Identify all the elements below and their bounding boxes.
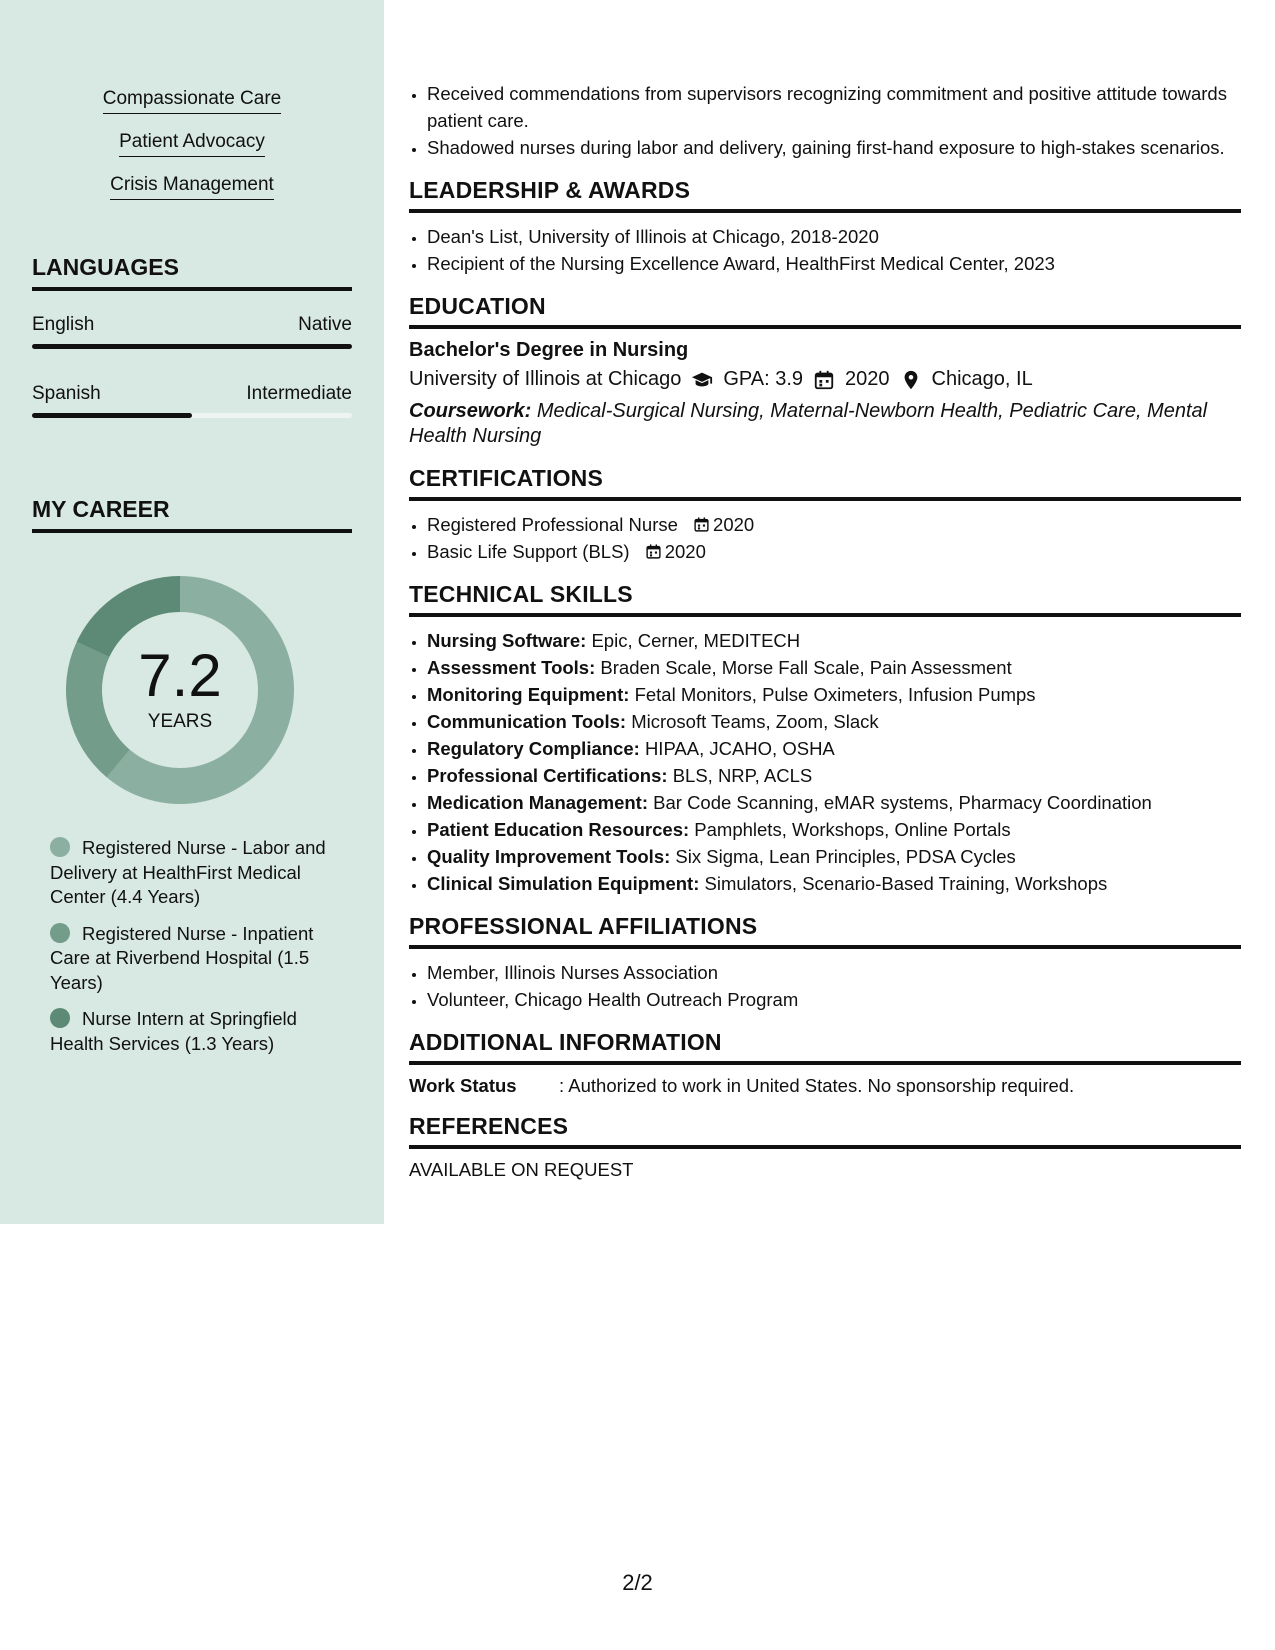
language-row <box>32 314 352 336</box>
leadership-list <box>409 223 1241 277</box>
location-pin-icon <box>900 369 922 391</box>
language-proficiency-bar <box>32 413 352 418</box>
certification-name: Registered Professional Nurse <box>427 514 678 535</box>
list-item: • Dean's List, University of Illinois at Chicago, 2018-2020 <box>427 223 1241 250</box>
list-item <box>427 843 1241 870</box>
language-proficiency-fill <box>32 344 352 349</box>
technical-skills-heading: TECHNICAL SKILLS <box>409 581 1241 617</box>
main-content <box>409 80 1241 1181</box>
certification-year: 2020 <box>664 541 706 562</box>
career-legend-text: Registered Nurse - Labor and Delivery at HealthFirst Medical Center (4.4 Years) <box>50 837 326 907</box>
certifications-list <box>409 511 1241 565</box>
career-legend-item <box>50 922 340 996</box>
skill-label: Clinical Simulation Equipment: <box>427 873 700 894</box>
language-name: English <box>32 314 95 335</box>
affiliations-heading: PROFESSIONAL AFFILIATIONS <box>409 913 1241 949</box>
skill-value: Epic, Cerner, MEDITECH <box>591 630 801 651</box>
graduation-cap-icon <box>691 369 713 391</box>
skill-label: Nursing Software: <box>427 630 587 651</box>
technical-skills-list <box>409 627 1241 897</box>
skill-value: Simulators, Scenario-Based Training, Workshops <box>704 873 1108 894</box>
list-item <box>427 538 1241 565</box>
references-heading: REFERENCES <box>409 1113 1241 1149</box>
career-legend-item <box>50 836 340 910</box>
language-name: Spanish <box>32 383 101 404</box>
education-school: University of Illinois at Chicago <box>409 368 682 390</box>
skill-tags <box>0 88 384 217</box>
list-item <box>427 681 1241 708</box>
language-proficiency-fill <box>32 413 192 418</box>
calendar-icon <box>693 516 710 533</box>
skill-value: Microsoft Teams, Zoom, Slack <box>631 711 879 732</box>
certification-name: Basic Life Support (BLS) <box>427 541 630 562</box>
experience-bullets <box>409 80 1241 161</box>
education-location: Chicago, IL <box>931 368 1033 390</box>
skill-tag: Crisis Management <box>110 174 274 200</box>
career-heading: MY CAREER <box>32 496 352 533</box>
education-gpa: GPA: 3.9 <box>723 368 804 390</box>
list-item <box>427 789 1241 816</box>
list-item: • Recipient of the Nursing Excellence Award, HealthFirst Medical Center, 2023 <box>427 250 1241 277</box>
list-item <box>427 735 1241 762</box>
list-item <box>427 816 1241 843</box>
skill-value: Fetal Monitors, Pulse Oximeters, Infusion Pumps <box>634 684 1036 705</box>
skill-value: Six Sigma, Lean Principles, PDSA Cycles <box>675 846 1016 867</box>
certification-year: 2020 <box>713 514 755 535</box>
language-proficiency-bar <box>32 344 352 349</box>
skill-label: Communication Tools: <box>427 711 627 732</box>
affiliations-list <box>409 959 1241 1013</box>
skill-label: Medication Management: <box>427 792 648 813</box>
education-details <box>409 368 1241 391</box>
skill-label: Regulatory Compliance: <box>427 738 640 759</box>
skill-tag: Compassionate Care <box>103 88 281 114</box>
language-row <box>32 383 352 405</box>
career-legend-item <box>50 1007 340 1056</box>
list-item <box>427 762 1241 789</box>
career-donut-chart <box>66 576 294 804</box>
work-status-row <box>409 1075 1241 1097</box>
career-legend <box>50 836 340 1068</box>
education-year: 2020 <box>845 368 890 390</box>
list-item <box>427 511 1241 538</box>
career-legend-text: Nurse Intern at Springfield Health Services (1.3 Years) <box>50 1008 297 1054</box>
list-item: • Shadowed nurses during labor and delivery, gaining first-hand exposure to high-stakes scenarios. <box>427 134 1241 161</box>
leadership-heading: LEADERSHIP & AWARDS <box>409 177 1241 213</box>
education-degree: Bachelor's Degree in Nursing <box>409 339 689 361</box>
skill-label: Assessment Tools: <box>427 657 596 678</box>
education-heading: EDUCATION <box>409 293 1241 329</box>
list-item: • Volunteer, Chicago Health Outreach Program <box>427 986 1241 1013</box>
list-item <box>427 708 1241 735</box>
additional-info-heading: ADDITIONAL INFORMATION <box>409 1029 1241 1065</box>
coursework-text: Medical-Surgical Nursing, Maternal-Newborn Health, Pediatric Care, Mental Health Nursing <box>409 400 1208 447</box>
skill-value: Pamphlets, Workshops, Online Portals <box>694 819 1011 840</box>
calendar-icon <box>645 543 662 560</box>
sidebar <box>0 0 384 1224</box>
skill-value: Braden Scale, Morse Fall Scale, Pain Assessment <box>600 657 1012 678</box>
legend-dot-icon <box>50 1008 70 1028</box>
skill-value: Bar Code Scanning, eMAR systems, Pharmacy Coordination <box>653 792 1152 813</box>
career-total-unit: YEARS <box>147 711 213 732</box>
career-total-years: 7.2 <box>138 642 222 709</box>
work-status-label: Work Status <box>409 1075 517 1096</box>
list-item <box>427 870 1241 897</box>
list-item: • Member, Illinois Nurses Association <box>427 959 1241 986</box>
legend-dot-icon <box>50 837 70 857</box>
list-item <box>427 654 1241 681</box>
list-item <box>427 627 1241 654</box>
language-level: Native <box>298 314 352 335</box>
language-level: Intermediate <box>246 383 352 404</box>
skill-label: Monitoring Equipment: <box>427 684 630 705</box>
skill-value: HIPAA, JCAHO, OSHA <box>644 738 835 759</box>
references-text: AVAILABLE ON REQUEST <box>409 1159 634 1180</box>
skill-label: Patient Education Resources: <box>427 819 690 840</box>
skill-tag: Patient Advocacy <box>119 131 265 157</box>
education-coursework <box>409 399 1241 449</box>
list-item: • Received commendations from supervisors recognizing commitment and positive attitude towards patient care. <box>427 80 1241 134</box>
work-status-value: : Authorized to work in United States. No sponsorship required. <box>559 1075 1075 1096</box>
languages-heading: LANGUAGES <box>32 254 352 291</box>
calendar-icon <box>813 369 835 391</box>
legend-dot-icon <box>50 923 70 943</box>
skill-label: Quality Improvement Tools: <box>427 846 671 867</box>
coursework-label: Coursework: <box>409 400 532 422</box>
certifications-heading: CERTIFICATIONS <box>409 465 1241 501</box>
skill-label: Professional Certifications: <box>427 765 668 786</box>
page-number: 2/2 <box>622 1570 653 1595</box>
skill-value: BLS, NRP, ACLS <box>672 765 813 786</box>
career-legend-text: Registered Nurse - Inpatient Care at Riverbend Hospital (1.5 Years) <box>50 922 314 993</box>
